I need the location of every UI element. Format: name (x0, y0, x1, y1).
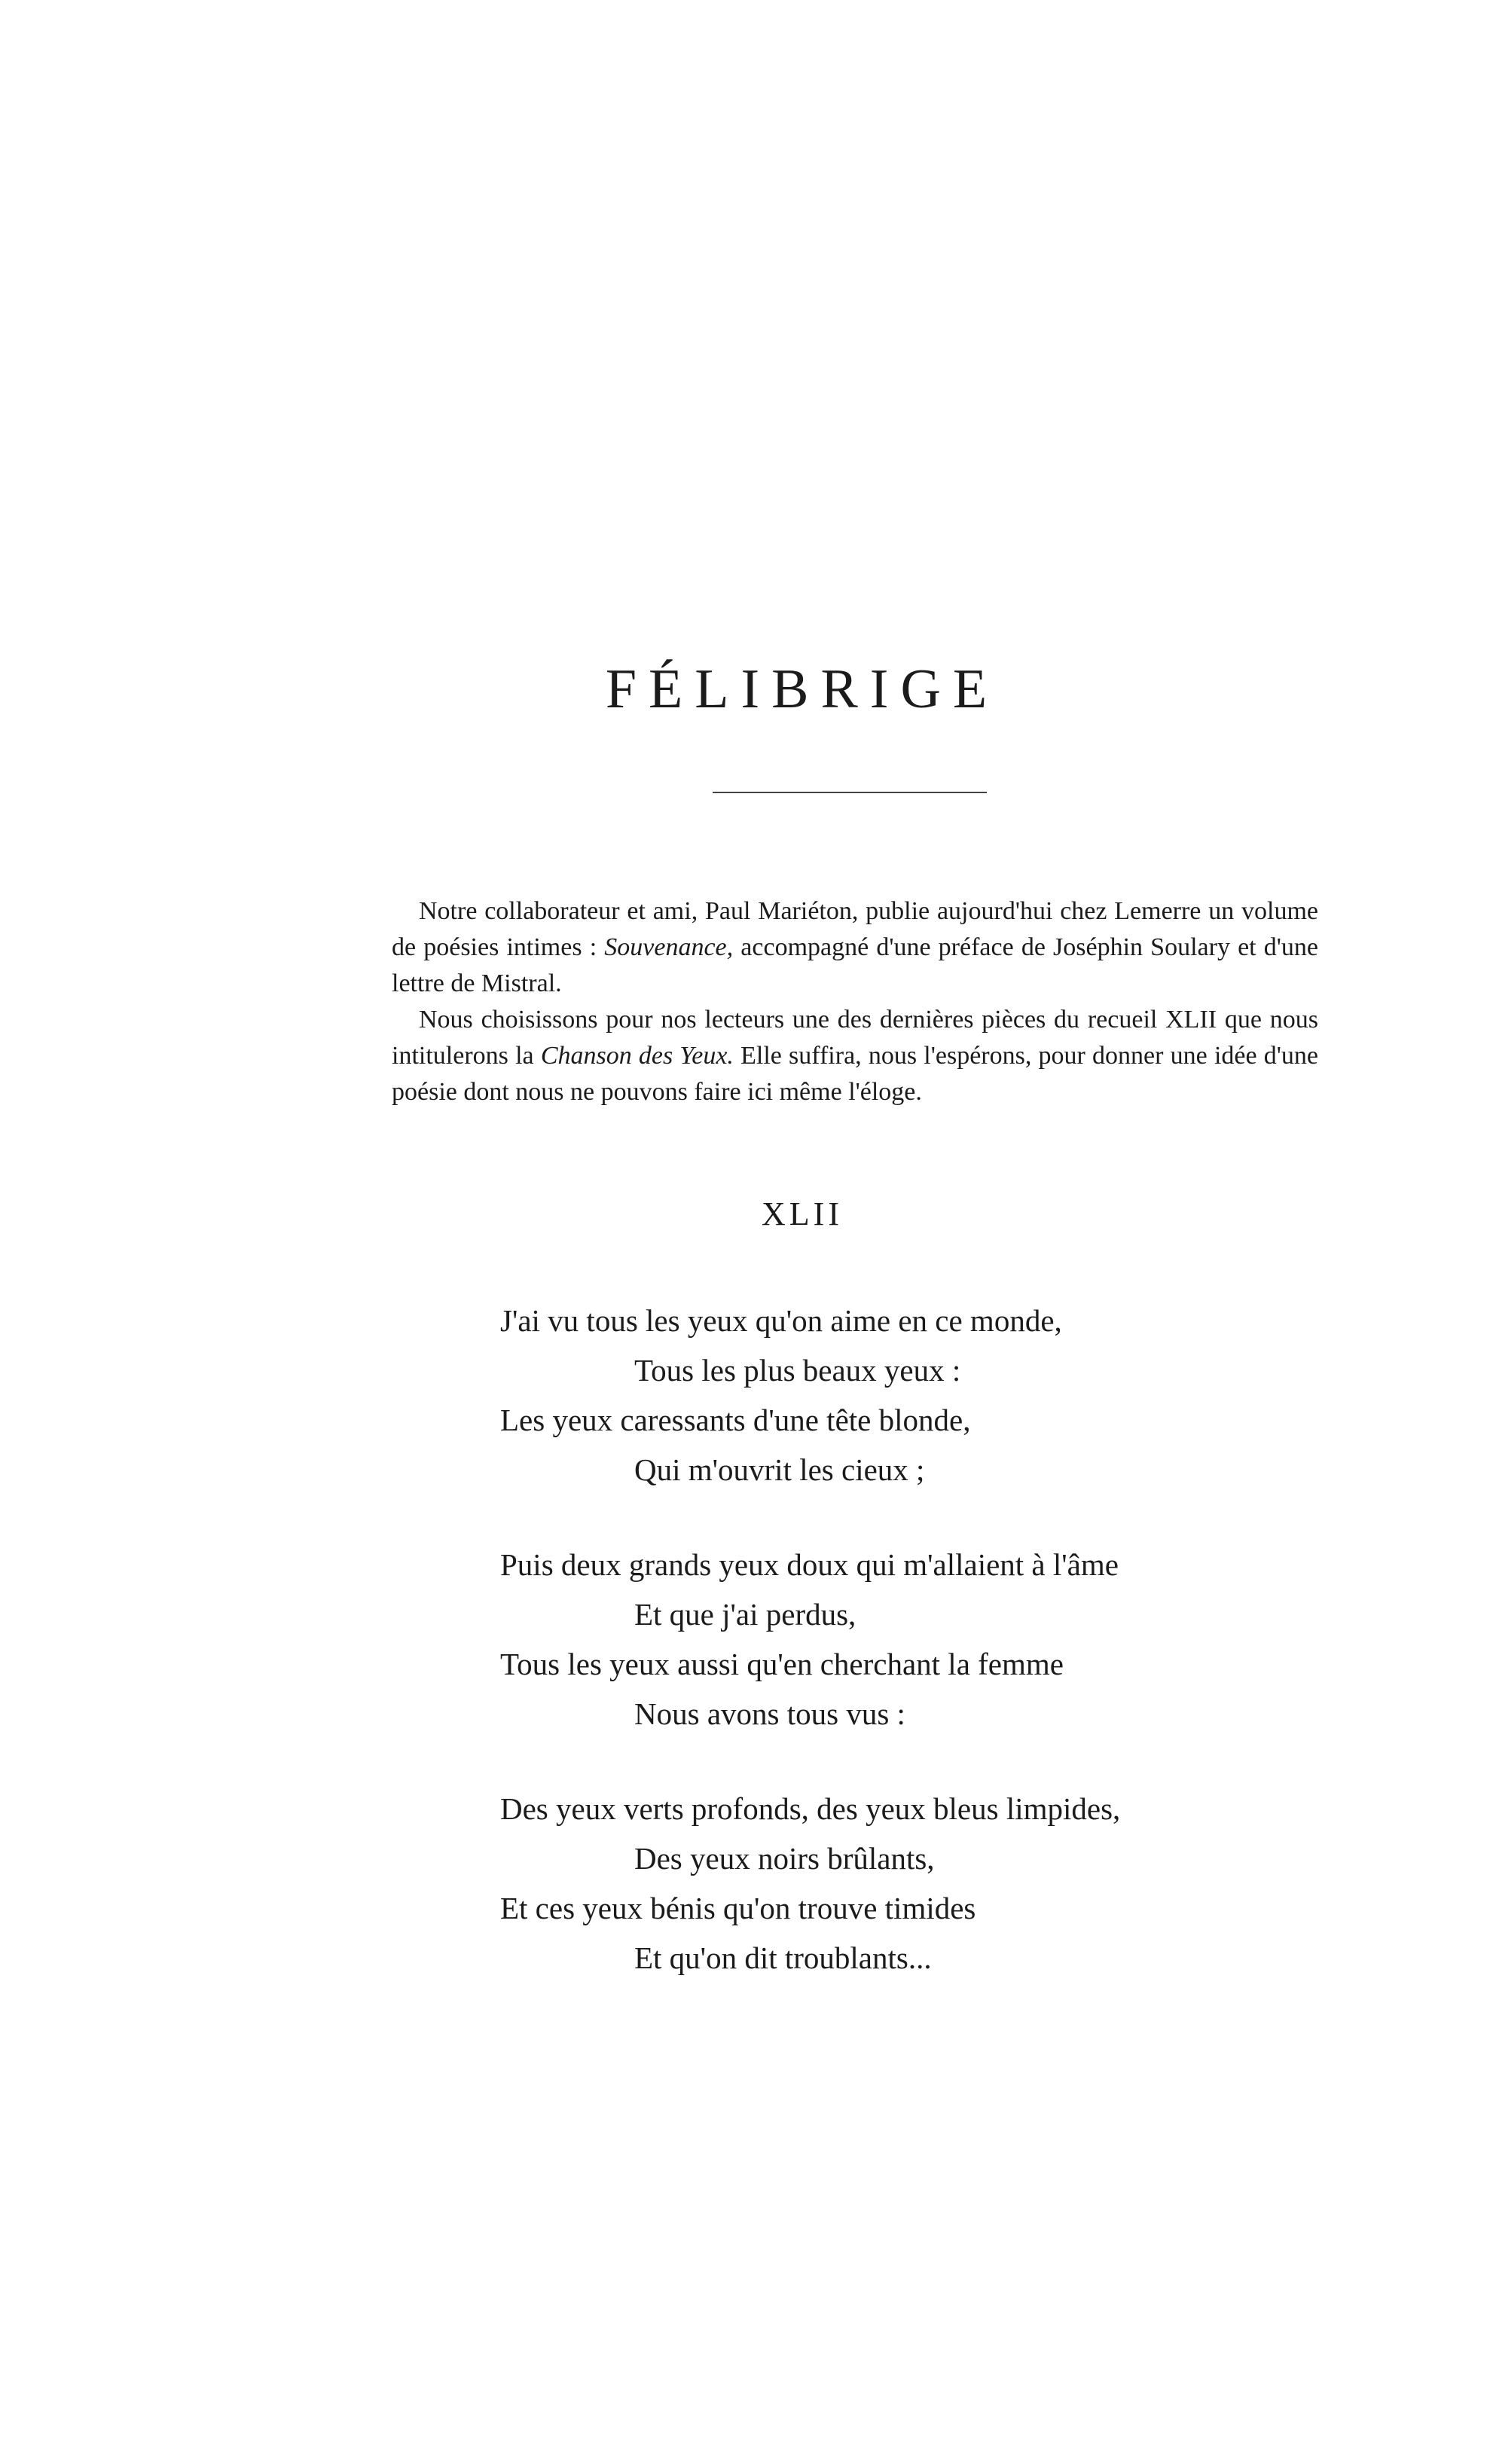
verse-line: Nous avons tous vus : (634, 1696, 905, 1731)
intro-p1-italic: Souvenance, (604, 933, 734, 961)
stanza-1 (500, 1296, 1329, 1495)
verse-line: Et que j'ai perdus, (634, 1597, 856, 1632)
intro-p1-text: Notre collaborateur et ami, Paul Mariéton, publie aujourd'hui chez Lemerre un volume de poésies intimes : (392, 897, 1318, 961)
poem-number: XLII (762, 1195, 843, 1232)
verse-line: Tous les yeux aussi qu'en cherchant la femme (500, 1647, 1064, 1681)
verse-line: Les yeux caressants d'une tête blonde, (500, 1403, 971, 1437)
title-divider (713, 792, 987, 793)
verse-line: Des yeux noirs brûlants, (634, 1841, 935, 1876)
verse-line: Tous les plus beaux yeux : (634, 1353, 961, 1388)
verse-line: Des yeux verts profonds, des yeux bleus limpides, (500, 1791, 1121, 1826)
intro-p2-text: Nous choisissons pour nos lecteurs une des dernières pièces du recueil XLII que nous intitulerons la (392, 1006, 1318, 1070)
verse-line: Et ces yeux bénis qu'on trouve timides (500, 1891, 976, 1925)
intro-p2-text-end: Elle suffira, nous l'espérons, pour donner une idée d'une poésie dont nous ne pouvons faire ici même l'éloge. (392, 1042, 1318, 1106)
verse-line: Qui m'ouvrit les cieux ; (634, 1452, 925, 1487)
intro-p1-text-end: accompagné d'une préface de Joséphin Soulary et d'une lettre de Mistral. (392, 933, 1318, 997)
intro-p2-italic: Chanson des Yeux. (540, 1042, 734, 1070)
intro-text (392, 893, 1318, 1110)
page-title: FÉLIBRIGE (605, 658, 1000, 720)
intro-paragraph-1 (392, 893, 1318, 1002)
stanza-2 (500, 1540, 1329, 1739)
intro-paragraph-2 (392, 1002, 1318, 1110)
verse-line: Puis deux grands yeux doux qui m'allaient à l'âme (500, 1547, 1119, 1582)
verse-line: Et qu'on dit troublants... (634, 1940, 932, 1975)
verse-line: J'ai vu tous les yeux qu'on aime en ce monde, (500, 1303, 1062, 1338)
poem (500, 1296, 1329, 2028)
stanza-3 (500, 1784, 1329, 1983)
